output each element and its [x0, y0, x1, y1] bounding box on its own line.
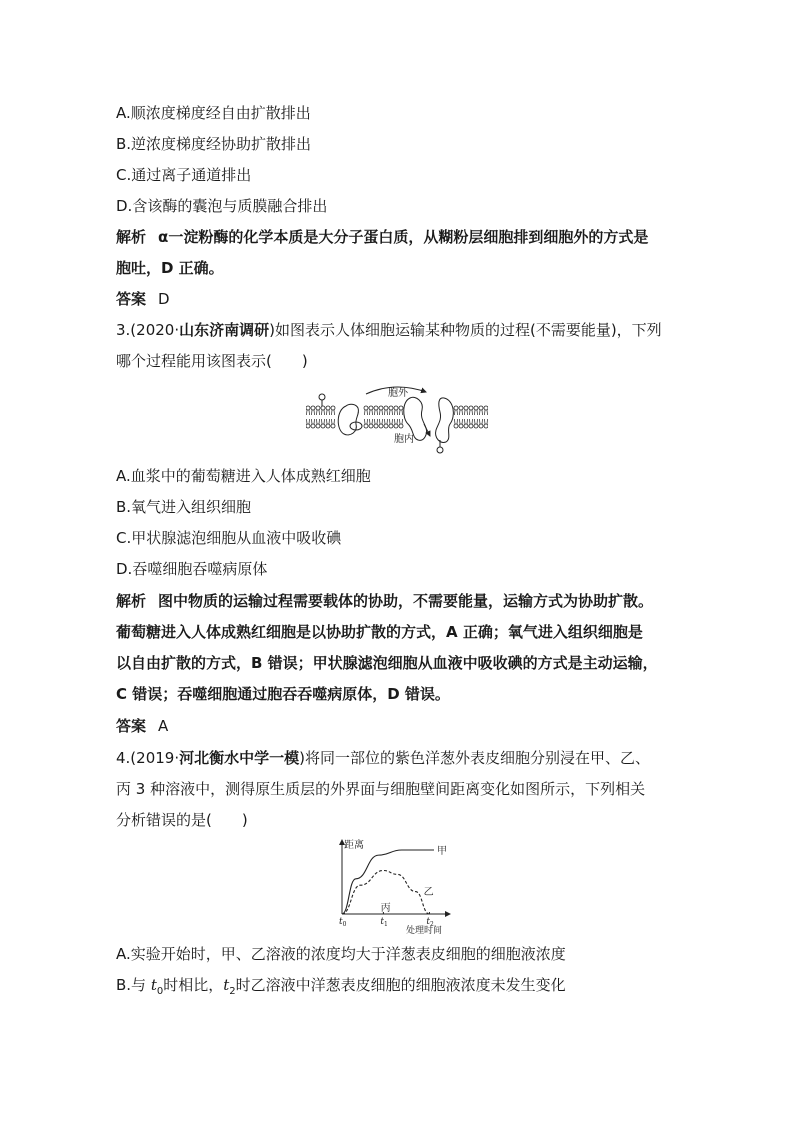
lipid-head [306, 406, 310, 410]
lipid-tail [470, 419, 473, 424]
lipid-tail [460, 419, 463, 424]
lipid-head [454, 406, 458, 410]
x-axis-label: 处理时间 [406, 926, 443, 936]
carrier-protein-right [436, 398, 454, 442]
lipid-head [384, 424, 388, 428]
t0-symbol: t [150, 976, 157, 994]
series-label-2: 丙 [380, 903, 391, 914]
lipid-tail [465, 419, 468, 424]
lipid-tail [485, 419, 488, 424]
lipid-tail [480, 419, 483, 424]
q4-option-b-post: 时乙溶液中洋葱表皮细胞的细胞液浓度未发生变化 [235, 976, 566, 994]
q3-answer-label: 答案 [116, 717, 147, 735]
lipid-tail [400, 410, 403, 415]
lipid-tail [475, 419, 478, 424]
q4-stem-line3: 分析错误的是( ) [116, 811, 248, 829]
lipid-tail [395, 410, 398, 415]
lipid-tail [380, 419, 383, 424]
q2-option-a: A.顺浓度梯度经自由扩散排出 [116, 104, 311, 122]
lipid-head [459, 424, 463, 428]
lipid-tail [485, 410, 488, 415]
q2-analysis-line2: 胞吐，D 正确。 [116, 259, 224, 277]
lipid-tail [385, 419, 388, 424]
lipid-tail [322, 419, 325, 424]
lipid-tail [365, 419, 368, 424]
q3-stem-line2: 哪个过程能用该图表示( ) [116, 352, 308, 370]
lipid-head [469, 406, 473, 410]
lipid-head [369, 406, 373, 410]
q3-option-b: B.氧气进入组织细胞 [116, 498, 252, 516]
q3-analysis-line4: C 错误；吞噬细胞通过胞吞吞噬病原体，D 错误。 [116, 685, 450, 703]
transport-arrow-down [424, 424, 430, 436]
q2-analysis-label: 解析 [116, 228, 147, 246]
lipid-head [364, 424, 368, 428]
lipid-head [321, 406, 325, 410]
label-outside: 胞外 [388, 388, 408, 399]
lipid-head [474, 406, 478, 410]
t0-subscript: 0 [156, 986, 164, 997]
lipid-tail [390, 410, 393, 415]
series-label-1: 乙 [423, 886, 434, 898]
q3-analysis-line1 [116, 591, 653, 611]
lipid-head [306, 424, 310, 428]
lipid-tail [455, 419, 458, 424]
membrane-diagram [306, 384, 488, 456]
q2-option-b: B.逆浓度梯度经协助扩散排出 [116, 135, 312, 153]
q2-analysis-text1: α一淀粉酶的化学本质是大分子蛋白质，从糊粉层细胞排到细胞外的方式是 [158, 228, 649, 246]
lipid-tail [317, 410, 320, 415]
q3-stem-line1 [116, 320, 662, 340]
lipid-head [394, 406, 398, 410]
lipid-tail [327, 419, 330, 424]
lipid-head [316, 406, 320, 410]
chart-svg [330, 836, 454, 936]
lipid-head [389, 406, 393, 410]
lipid-tail [480, 410, 483, 415]
lipid-head [394, 424, 398, 428]
q3-source: 山东济南调研 [179, 321, 270, 339]
q3-option-a: A.血浆中的葡萄糖进入人体成熟红细胞 [116, 467, 371, 485]
lipid-tail [307, 410, 310, 415]
lipid-tail [327, 410, 330, 415]
lipid-tail [332, 419, 335, 424]
q3-answer-value: A [158, 717, 169, 735]
lipid-tail [312, 419, 315, 424]
lipid-head [399, 406, 403, 410]
q4-option-b [116, 975, 566, 1002]
lipid-tail [365, 410, 368, 415]
q4-option-b-pre: B.与 [116, 976, 151, 994]
lipid-head [484, 424, 488, 428]
lipid-tail [400, 419, 403, 424]
label-inside: 胞内 [394, 434, 414, 445]
lipid-head [454, 424, 458, 428]
lipid-tail [390, 419, 393, 424]
x-tick-label-t1: $t_1$ [380, 917, 388, 928]
lipid-head [464, 424, 468, 428]
lipid-tail [307, 419, 310, 424]
q3-analysis-label: 解析 [116, 592, 147, 610]
x-tick-label-t0: $t_0$ [339, 917, 347, 928]
q4-stem-line1 [116, 748, 650, 768]
q3-analysis-line2: 葡萄糖进入人体成熟红细胞是以协助扩散的方式，A 正确；氧气进入组织细胞是 [116, 623, 643, 641]
chart-marks [339, 845, 447, 928]
lipid-tail [455, 410, 458, 415]
lipid-head [379, 424, 383, 428]
t2-subscript: 2 [229, 986, 236, 997]
phospholipid-bilayer [306, 406, 488, 428]
lipid-tail [332, 410, 335, 415]
lipid-head [321, 424, 325, 428]
lipid-head [459, 406, 463, 410]
q4-stem-line2: 丙 3 种溶液中，测得原生质层的外界面与细胞壁间距离变化如图所示，下列相关 [116, 780, 646, 798]
q2-answer-value: D [158, 290, 170, 308]
lipid-tail [380, 410, 383, 415]
lipid-head [326, 406, 330, 410]
lipid-tail [312, 410, 315, 415]
lipid-tail [322, 410, 325, 415]
q4-option-b-mid: 时相比， [163, 976, 224, 994]
lipid-tail [317, 419, 320, 424]
membrane-transport-figure [306, 384, 488, 456]
lipid-head [326, 424, 330, 428]
lipid-tail [370, 419, 373, 424]
q3-stem-rest: )如图表示人体细胞运输某种物质的过程(不需要能量)，下列 [269, 321, 662, 339]
lipid-tail [375, 410, 378, 415]
q3-number: 3.(2020· [116, 321, 180, 339]
lipid-head [311, 406, 315, 410]
lipid-head [384, 406, 388, 410]
q3-analysis-text1: 图中物质的运输过程需要载体的协助，不需要能量，运输方式为协助扩散。 [158, 592, 654, 610]
q2-answer [116, 289, 170, 309]
lipid-head [311, 424, 315, 428]
q2-option-d: D.含该酶的囊泡与质膜融合排出 [116, 197, 328, 215]
lipid-tail [470, 410, 473, 415]
lipid-head [379, 406, 383, 410]
q4-number: 4.(2019· [116, 749, 180, 767]
q3-option-c: C.甲状腺滤泡细胞从血液中吸收碘 [116, 529, 342, 547]
x-tick-label-t2: $t_2$ [426, 917, 434, 928]
y-axis-label: 距离 [344, 840, 364, 851]
lipid-tail [475, 410, 478, 415]
lipid-head [374, 424, 378, 428]
lipid-head [484, 406, 488, 410]
lipid-tail [395, 419, 398, 424]
series-label-0: 甲 [437, 846, 447, 857]
lipid-head [364, 406, 368, 410]
solute-molecule-outside [319, 394, 325, 406]
q3-option-d: D.吞噬细胞吞噬病原体 [116, 560, 268, 578]
lipid-tail [460, 410, 463, 415]
lipid-head [369, 424, 373, 428]
q4-stem-rest: )将同一部位的紫色洋葱外表皮细胞分别浸在甲、乙、 [299, 749, 650, 767]
lipid-head [474, 424, 478, 428]
lipid-head [399, 424, 403, 428]
lipid-head [331, 424, 335, 428]
distance-time-chart [330, 836, 454, 936]
lipid-head [464, 406, 468, 410]
q2-option-c: C.通过离子通道排出 [116, 166, 252, 184]
lipid-head [469, 424, 473, 428]
q2-analysis-line1 [116, 227, 648, 247]
lipid-tail [375, 419, 378, 424]
t2-symbol: t [223, 976, 230, 994]
q4-option-a: A.实验开始时，甲、乙溶液的浓度均大于洋葱表皮细胞的细胞液浓度 [116, 945, 566, 963]
lipid-head [389, 424, 393, 428]
lipid-head [374, 406, 378, 410]
q2-answer-label: 答案 [116, 290, 147, 308]
lipid-tail [385, 410, 388, 415]
q3-analysis-line3: 以自由扩散的方式，B 错误；甲状腺滤泡细胞从血液中吸收碘的方式是主动运输， [116, 654, 658, 672]
lipid-head [479, 406, 483, 410]
q3-answer [116, 716, 168, 736]
q4-source: 河北衡水中学一模 [179, 749, 300, 767]
lipid-head [316, 424, 320, 428]
lipid-tail [465, 410, 468, 415]
lipid-tail [370, 410, 373, 415]
lipid-head [331, 406, 335, 410]
lipid-head [479, 424, 483, 428]
